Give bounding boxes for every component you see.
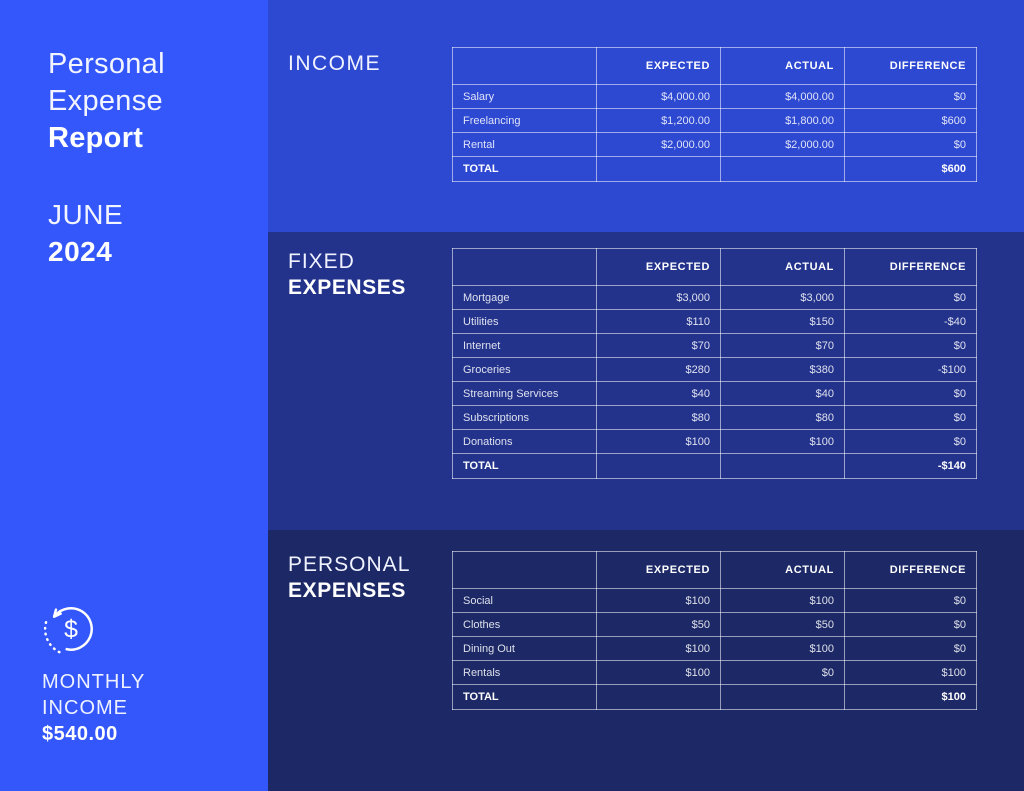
period-year: 2024	[48, 236, 113, 267]
table-row-streaming-services: Streaming Services $40 $40 $0	[453, 382, 977, 406]
table-row-clothes: Clothes $50 $50 $0	[453, 613, 977, 637]
report-title-line2: Expense	[48, 85, 163, 117]
expected-header: EXPECTED	[597, 552, 721, 589]
blank-header-cell	[453, 48, 597, 85]
difference-header: DIFFERENCE	[845, 48, 977, 85]
income-header-row	[453, 48, 977, 85]
difference-header: DIFFERENCE	[845, 249, 977, 286]
income-table	[452, 47, 977, 182]
fixed-total-row: TOTAL -$140	[453, 454, 977, 479]
expected-header: EXPECTED	[597, 48, 721, 85]
table-row-internet: Internet $70 $70 $0	[453, 334, 977, 358]
actual-header: ACTUAL	[721, 249, 845, 286]
report-period	[48, 196, 123, 270]
fixed-expenses-table	[452, 248, 977, 479]
personal-header-row	[453, 552, 977, 589]
table-row-rental: Rental $2,000.00 $2,000.00 $0	[453, 133, 977, 157]
table-row-rentals: Rentals $100 $0 $100	[453, 661, 977, 685]
dollar-symbol: $	[64, 616, 78, 644]
expected-header: EXPECTED	[597, 249, 721, 286]
monthly-income-label: MONTHLY INCOME $540.00	[42, 671, 146, 745]
table-row-social: Social $100 $100 $0	[453, 589, 977, 613]
income-section-title: INCOME	[288, 52, 381, 75]
report-title-line3: Report	[48, 122, 144, 154]
table-row-salary: Salary $4,000.00 $4,000.00 $0	[453, 85, 977, 109]
table-row-dining-out: Dining Out $100 $100 $0	[453, 637, 977, 661]
actual-header: ACTUAL	[721, 48, 845, 85]
monthly-income-summary	[42, 601, 145, 747]
blank-header-cell	[453, 552, 597, 589]
report-title-line1: Personal	[48, 48, 165, 80]
table-row-freelancing: Freelancing $1,200.00 $1,800.00 $600	[453, 109, 977, 133]
fixed-header-row	[453, 249, 977, 286]
blank-header-cell	[453, 249, 597, 286]
difference-header: DIFFERENCE	[845, 552, 977, 589]
personal-expenses-section-title: PERSONAL EXPENSES	[288, 553, 411, 602]
dollar-refresh-icon	[42, 601, 100, 659]
fixed-expenses-section-title: FIXED EXPENSES	[288, 250, 407, 299]
actual-header: ACTUAL	[721, 552, 845, 589]
income-total-row: TOTAL $600	[453, 157, 977, 182]
monthly-income-value: $540.00	[42, 723, 118, 745]
personal-total-row: TOTAL $100	[453, 685, 977, 710]
period-month: JUNE	[48, 199, 124, 230]
personal-expenses-table	[452, 551, 977, 710]
sidebar	[0, 0, 268, 791]
report-title	[48, 46, 165, 157]
table-row-mortgage: Mortgage $3,000 $3,000 $0	[453, 286, 977, 310]
table-row-utilities: Utilities $110 $150 -$40	[453, 310, 977, 334]
table-row-donations: Donations $100 $100 $0	[453, 430, 977, 454]
table-row-groceries: Groceries $280 $380 -$100	[453, 358, 977, 382]
table-row-subscriptions: Subscriptions $80 $80 $0	[453, 406, 977, 430]
